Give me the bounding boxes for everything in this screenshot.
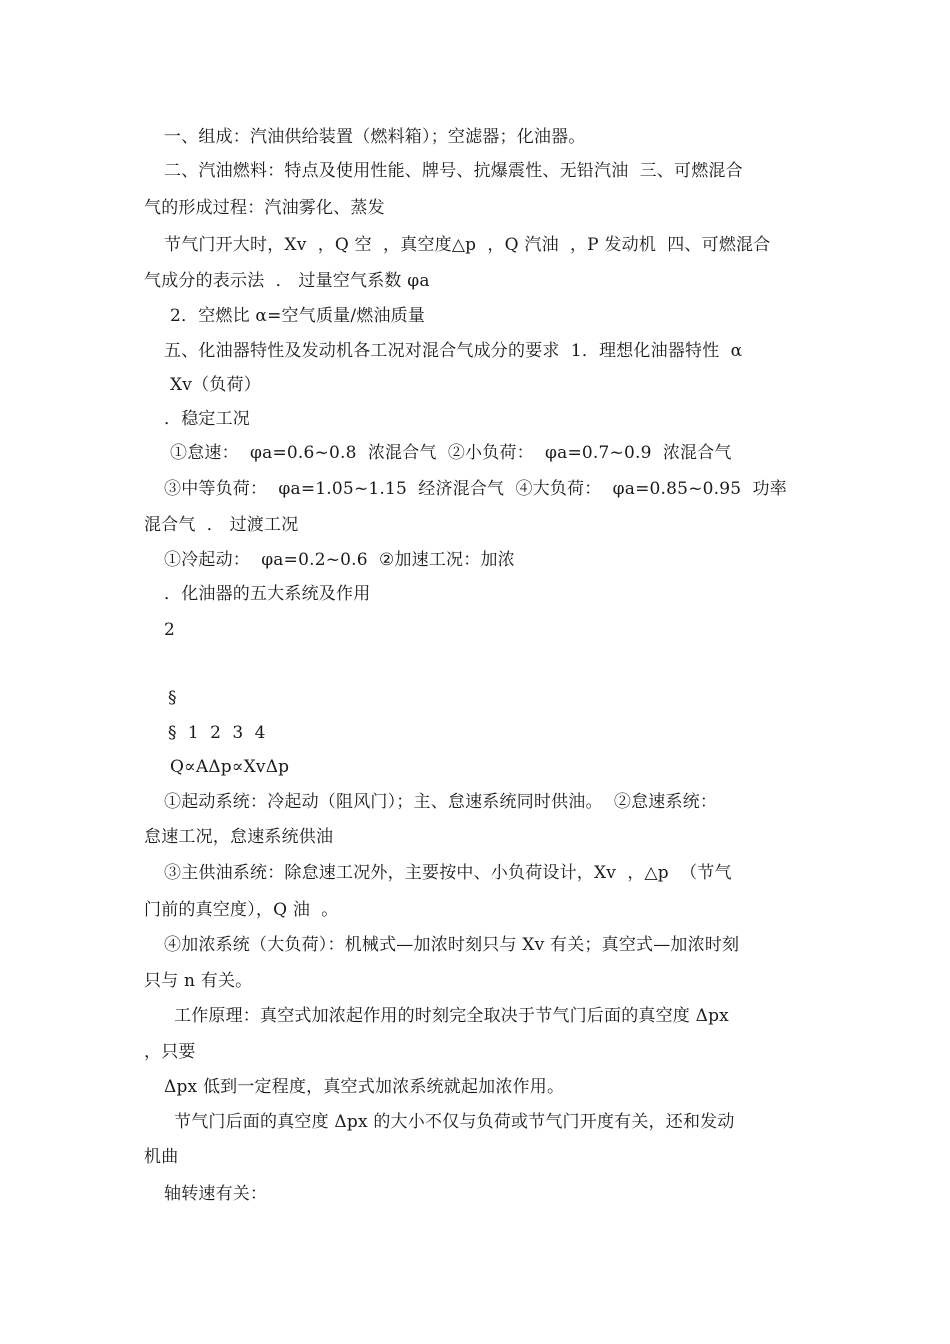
text-line: 机曲 (144, 1147, 179, 1167)
text-line: 一、组成：汽油供给装置（燃料箱）；空滤器；化油器。 (164, 127, 586, 147)
text-line: Δpx 低到一定程度，真空式加浓系统就起加浓作用。 (164, 1077, 565, 1097)
text-line: ③主供油系统：除怠速工况外，主要按中、小负荷设计，Xv ，△p （节气 (164, 863, 732, 883)
text-line: 只与 n 有关。 (144, 971, 253, 991)
text-line: ．稳定工况 (164, 409, 250, 429)
text-line: 气的形成过程：汽油雾化、蒸发 (144, 198, 385, 218)
text-line: ④加浓系统（大负荷）：机械式—加浓时刻只与 Xv 有关；真空式—加浓时刻 (164, 935, 740, 955)
text-line: 节气门开大时，Xv ，Q 空 ，真空度△p ，Q 汽油 ，P 发动机 四、可燃混合 (164, 235, 771, 255)
text-line: ③中等负荷： φa=1.05~1.15 经济混合气 ④大负荷： φa=0.85~0.95 功率 (164, 479, 787, 499)
text-line: 2．空燃比 α=空气质量/燃油质量 (170, 306, 426, 326)
text-line: 气成分的表示法 ． 过量空气系数 φa (144, 271, 430, 291)
text-line: 2 (164, 620, 176, 640)
text-line: Xv（负荷） (170, 375, 261, 395)
text-line: ①怠速： φa=0.6~0.8 浓混合气 ②小负荷： φa=0.7~0.9 浓混合气 (170, 443, 732, 463)
text-line: ．化油器的五大系统及作用 (164, 584, 371, 604)
text-line: ，只要 (144, 1042, 196, 1062)
text-line: 工作原理：真空式加浓起作用的时刻完全取决于节气门后面的真空度 Δpx (174, 1006, 729, 1026)
text-line: § (168, 688, 177, 708)
text-line: 五、化油器特性及发动机各工况对混合气成分的要求 1．理想化油器特性 α (164, 341, 743, 361)
text-line: 怠速工况，怠速系统供油 (144, 827, 334, 847)
text-line: ①起动系统：冷起动（阻风门）；主、怠速系统同时供油。 ②怠速系统： (164, 792, 718, 812)
text-line: 混合气 ． 过渡工况 (144, 515, 299, 535)
text-line: ①冷起动： φa=0.2~0.6 ②加速工况：加浓 (164, 550, 515, 570)
text-line: 二、汽油燃料：特点及使用性能、牌号、抗爆震性、无铅汽油 三、可燃混合 (164, 161, 743, 181)
text-line: 门前的真空度），Q 油 。 (144, 900, 339, 920)
text-line: 轴转速有关： (164, 1184, 268, 1204)
text-line: § 1 2 3 4 (168, 723, 266, 743)
text-line: 节气门后面的真空度 Δpx 的大小不仅与负荷或节气门开度有关，还和发动 (174, 1112, 735, 1132)
text-line: Q∝AΔp∝XvΔp (170, 757, 290, 777)
